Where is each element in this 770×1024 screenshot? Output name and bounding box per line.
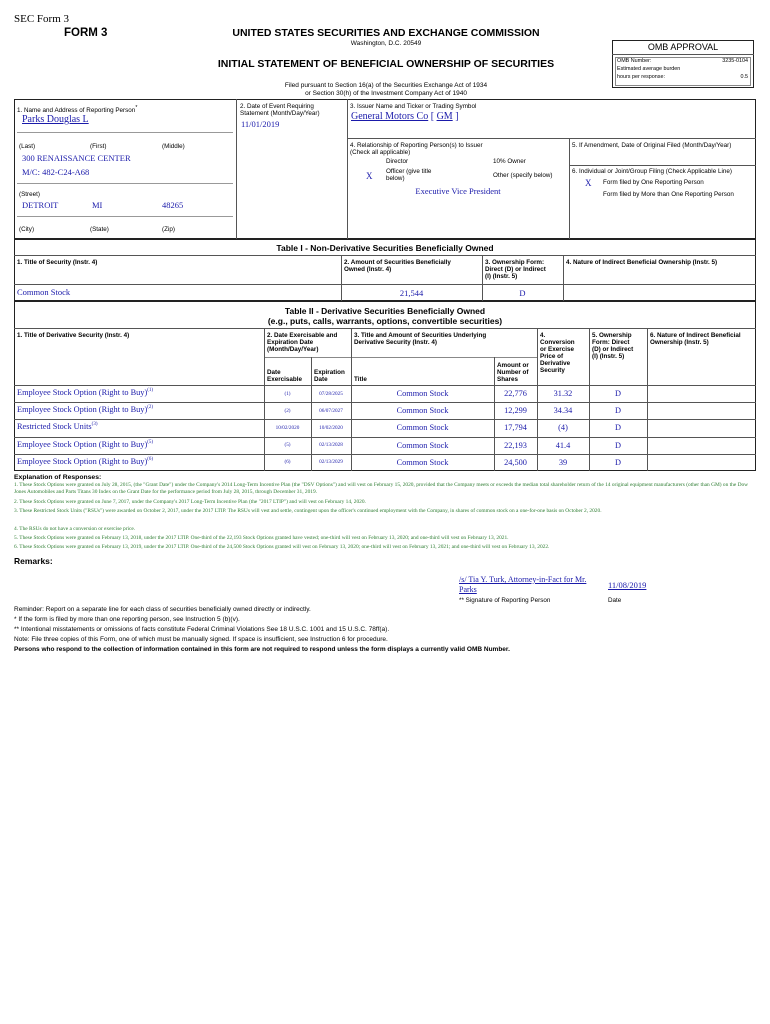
table2-col5-header-c: (D) or Indirect xyxy=(592,346,634,353)
city-label: (City) xyxy=(19,226,35,233)
other-label: Other (specify below) xyxy=(493,172,553,179)
table2-col2-header-a: 2. Date Exercisable and xyxy=(267,332,338,339)
zip-value: 48265 xyxy=(162,200,184,210)
table1-col2-header-b: Owned (Instr. 4) xyxy=(344,266,392,273)
table2-col4-header-f: Security xyxy=(540,367,565,374)
ownership-form: D xyxy=(615,457,621,467)
ownership-form: D xyxy=(615,440,621,450)
address-line1: 300 RENAISSANCE CENTER xyxy=(22,153,131,163)
one-person-label: Form filed by One Reporting Person xyxy=(603,179,704,186)
table2-sub-title: Title xyxy=(354,376,367,383)
table1-col3-header-a: 3. Ownership Form: xyxy=(485,259,545,266)
underlying-security-title: Common Stock xyxy=(396,457,449,467)
date-exercisable: (1) xyxy=(284,390,291,397)
underlying-shares: 17,794 xyxy=(504,423,527,433)
signature-label: ** Signature of Reporting Person xyxy=(459,597,551,604)
event-date-label1: 2. Date of Event Requiring xyxy=(240,103,314,110)
zip-label: (Zip) xyxy=(162,226,175,233)
street-label: (Street) xyxy=(19,191,40,198)
signature-name: /s/ Tia Y. Turk, Attorney-in-Fact for Mr. Parks xyxy=(459,575,587,594)
table2-col5-header-a: 5. Ownership xyxy=(592,332,632,339)
event-date-value: 11/01/2019 xyxy=(241,119,280,129)
date-exercisable: (5) xyxy=(284,442,291,449)
omb-title: OMB APPROVAL xyxy=(647,42,719,52)
table2-sub-expiration-a: Expiration xyxy=(314,369,345,376)
derivative-row-2-title: Employee Stock Option (Right to Buy)$^{(2)}$ xyxy=(17,405,154,415)
table2-col1-header: 1. Title of Derivative Security (Instr. 4) xyxy=(17,332,130,339)
table2-col4-header-b: Conversion xyxy=(540,339,575,346)
table2-title2: (e.g., puts, calls, warrants, options, convertible securities) xyxy=(267,316,503,326)
form-title: INITIAL STATEMENT OF BENEFICIAL OWNERSHIP OF SECURITIES xyxy=(217,58,555,70)
relationship-label2: (Check all applicable) xyxy=(350,149,411,156)
joint-filing-label: 6. Individual or Joint/Group Filing (Check Applicable Line) xyxy=(572,168,732,175)
expiration-date: 02/13/2029 xyxy=(319,459,343,466)
exercise-price: 31.32 xyxy=(553,389,573,399)
table2-title1: Table II - Derivative Securities Beneficially Owned xyxy=(284,306,486,316)
footer-omb-notice: Persons who respond to the collection of information contained in this form are not required to respond unless the form displays a currently valid OMB Number. xyxy=(14,646,510,653)
table2-col3-header-b: Derivative Security (Instr. 4) xyxy=(354,339,437,346)
issuer-name-ticker: General Motors Co [ GM ] xyxy=(351,111,459,122)
last-label: (Last) xyxy=(19,143,36,150)
officer-check-mark: X xyxy=(366,171,373,181)
reporting-person-label: 1. Name and Address of Reporting Person* xyxy=(17,105,138,115)
state-value: MI xyxy=(92,200,103,210)
derivative-row-4-title: Employee Stock Option (Right to Buy)$^{(5)}$ xyxy=(17,439,154,449)
remarks-label: Remarks: xyxy=(14,556,53,566)
issuer-ticker-link[interactable]: GM xyxy=(436,111,453,122)
underlying-security-title: Common Stock xyxy=(396,389,449,399)
exercise-price: 41.4 xyxy=(555,440,571,450)
omb-number-value: 3235-0104 xyxy=(722,58,748,64)
footnote-5: 5. These Stock Options were granted on February 13, 2018, under the 2017 LTIP. One-third of the 22,193 Stock Options granted have vested; one-third will vest on February 13, 2020; and one-third will vest on February 13, 2021. xyxy=(14,535,509,541)
exercise-price: 39 xyxy=(558,457,568,467)
omb-burden-value: 0.5 xyxy=(740,74,748,80)
derivative-row-5-title: Employee Stock Option (Right to Buy)$^{(6)}$ xyxy=(17,456,154,466)
middle-label: (Middle) xyxy=(162,143,185,150)
ownership-form: D xyxy=(615,423,621,433)
table2-sub-amount-c: Shares xyxy=(497,376,519,383)
footer-note: Note: File three copies of this Form, one of which must be manually signed. If space is insufficient, see Instruction 6 for procedure. xyxy=(14,636,388,643)
date-exercisable: 10/02/2020 xyxy=(275,424,300,431)
one-person-check-mark: X xyxy=(585,178,592,188)
filed-pursuant-line1: Filed pursuant to Section 16(a) of the Securities Exchange Act of 1934 xyxy=(284,82,488,89)
agency-location: Washington, D.C. 20549 xyxy=(350,40,422,47)
more-person-label: Form filed by More than One Reporting Person xyxy=(603,191,734,198)
table1-row-amount: 21,544 xyxy=(399,288,424,298)
footnote-3: 3. These Restricted Stock Units ("RSUs") were awarded on October 2, 2017, under the 2017 LTIP. The RSUs will vest and settle, contingent upon the officer's continued employment with the Company, in shares of common stock on a one-for-one basis on October 2, 2020. xyxy=(14,508,602,514)
omb-burden-label2: hours per response: xyxy=(617,74,665,80)
table1-col3-header-b: Direct (D) or Indirect xyxy=(485,266,546,273)
omb-burden-label1: Estimated average burden xyxy=(617,66,681,72)
footnote-6: 6. These Stock Options were granted on February 13, 2019, under the 2017 LTIP. One-third of the 24,500 Stock Options granted will vest on February 13, 2020; one-third will vest on February 13, 2021; and one-third will vest on February 13, 2022. xyxy=(14,544,550,550)
relationship-label1: 4. Relationship of Reporting Person(s) to Issuer xyxy=(350,142,483,149)
exercise-price: 34.34 xyxy=(553,406,573,416)
filed-pursuant-line2: or Section 30(h) of the Investment Company Act of 1940 xyxy=(305,90,467,97)
ownership-form: D xyxy=(615,389,621,399)
table2-sub-date-exercisable-a: Date xyxy=(267,369,281,376)
table2-col6-header-b: Ownership (Instr. 5) xyxy=(650,339,709,346)
ten-percent-owner-label: 10% Owner xyxy=(493,158,526,165)
table2-col2-header-c: (Month/Day/Year) xyxy=(267,346,319,353)
address-line2: M/C: 482-C24-A68 xyxy=(22,167,90,177)
agency-name: UNITED STATES SECURITIES AND EXCHANGE COMMISSION xyxy=(232,27,540,39)
first-label: (First) xyxy=(90,143,107,150)
issuer-label: 3. Issuer Name and Ticker or Trading Symbol xyxy=(350,103,477,110)
underlying-security-title: Common Stock xyxy=(396,406,449,416)
officer-title: Executive Vice President xyxy=(415,186,501,196)
signature-date-label: Date xyxy=(608,597,622,604)
officer-label1: Officer (give title xyxy=(386,168,432,175)
issuer-name-link[interactable]: General Motors Co xyxy=(351,111,429,122)
underlying-security-title: Common Stock xyxy=(396,423,449,433)
footer-misstatements: ** Intentional misstatements or omissions of facts constitute Federal Criminal Violations See 18 U.S.C. 1001 and 15 U.S.C. 78ff(a). xyxy=(14,626,390,633)
footer-multiple-persons: * If the form is filed by more than one reporting person, see Instruction 5 (b)(v). xyxy=(14,616,240,623)
underlying-shares: 24,500 xyxy=(504,457,527,467)
explanation-label: Explanation of Responses: xyxy=(14,474,102,481)
signature-date: 11/08/2019 xyxy=(608,580,647,590)
derivative-row-3-title: Restricted Stock Units$^{(3)}$ xyxy=(17,422,98,432)
expiration-date: 10/02/2020 xyxy=(319,424,343,431)
exercise-price: (4) xyxy=(558,423,568,433)
expiration-date: 07/28/2025 xyxy=(319,390,343,397)
table2-col4-header-d: Price of xyxy=(540,353,564,360)
amendment-label: 5. If Amendment, Date of Original Filed (Month/Day/Year) xyxy=(572,142,732,149)
omb-number-label: OMB Number: xyxy=(617,58,652,64)
table2-col4-header-a: 4. xyxy=(540,332,546,339)
table2-col5-header-d: (I) (Instr. 5) xyxy=(592,353,625,360)
ownership-form: D xyxy=(615,406,621,416)
date-exercisable: (2) xyxy=(284,407,291,414)
table2-col5-header-b: Form: Direct xyxy=(592,339,630,346)
form-label: FORM 3 xyxy=(64,27,108,39)
table2-col3-header-a: 3. Title and Amount of Securities Underlying xyxy=(354,332,487,339)
sec-form-label: SEC Form 3 xyxy=(14,13,70,25)
footnote-2: 2. These Stock Options were granted on June 7, 2017, under the Company's 2017 Long-Term Incentive Plan (the "2017 LTIP") and will vest on February 14, 2020. xyxy=(14,499,366,505)
table1-row-title: Common Stock xyxy=(17,287,71,297)
city-value: DETROIT xyxy=(22,200,59,210)
table2-col2-header-b: Expiration Date xyxy=(267,339,314,346)
expiration-date: 02/13/2028 xyxy=(319,442,343,449)
date-exercisable: (6) xyxy=(284,459,291,466)
table1-title: Table I - Non-Derivative Securities Beneficially Owned xyxy=(276,243,494,253)
footnote-4: 4. The RSUs do not have a conversion or exercise price. xyxy=(14,526,136,532)
table1-col2-header-a: 2. Amount of Securities Beneficially xyxy=(344,259,451,266)
table2-sub-expiration-b: Date xyxy=(314,376,328,383)
state-label: (State) xyxy=(90,226,109,233)
table1-col3-header-c: (I) (Instr. 5) xyxy=(485,273,518,280)
table1-col1-header: 1. Title of Security (Instr. 4) xyxy=(17,259,98,266)
director-label: Director xyxy=(386,158,409,165)
event-date-label2: Statement (Month/Day/Year) xyxy=(240,110,320,117)
footer-reminder: Reminder: Report on a separate line for each class of securities beneficially owned directly or indirectly. xyxy=(14,606,311,613)
underlying-shares: 22,193 xyxy=(504,440,527,450)
expiration-date: 06/07/2027 xyxy=(319,407,343,414)
table1-col4-header: 4. Nature of Indirect Beneficial Ownership (Instr. 5) xyxy=(566,259,718,266)
underlying-shares: 22,776 xyxy=(504,389,527,399)
table2-sub-date-exercisable-b: Exercisable xyxy=(267,376,303,383)
derivative-row-1-title: Employee Stock Option (Right to Buy)$^{(1)}$ xyxy=(17,388,154,397)
table2-sub-amount-b: Number of xyxy=(497,369,529,376)
reporting-person-name[interactable]: Parks Douglas L xyxy=(22,114,89,125)
table2-col4-header-e: Derivative xyxy=(540,360,571,367)
officer-label2: below) xyxy=(386,175,405,182)
table2-col4-header-c: or Exercise xyxy=(540,346,574,353)
footnote-1: 1. These Stock Options were granted on July 28, 2015, (the "Grant Date") under the Company's 2014 Long-Term Incentive Plan (the "DSV Options") and will vest on February 15, 2020, provided that the Company meets or exceeds the median total shareholder return of the 14 original equipment manufacturers (other than GM) on the Dow Jones Automobiles and Parts Titans 30 Index on the Grant Date for the performance period from July 28, 2015, through December 31, 2019. xyxy=(14,482,749,496)
table1-row-form: D xyxy=(519,288,526,298)
table2-col6-header-a: 6. Nature of Indirect Beneficial xyxy=(650,332,741,339)
underlying-shares: 12,299 xyxy=(504,406,527,416)
underlying-security-title: Common Stock xyxy=(396,440,449,450)
table2-sub-amount-a: Amount or xyxy=(497,362,529,369)
